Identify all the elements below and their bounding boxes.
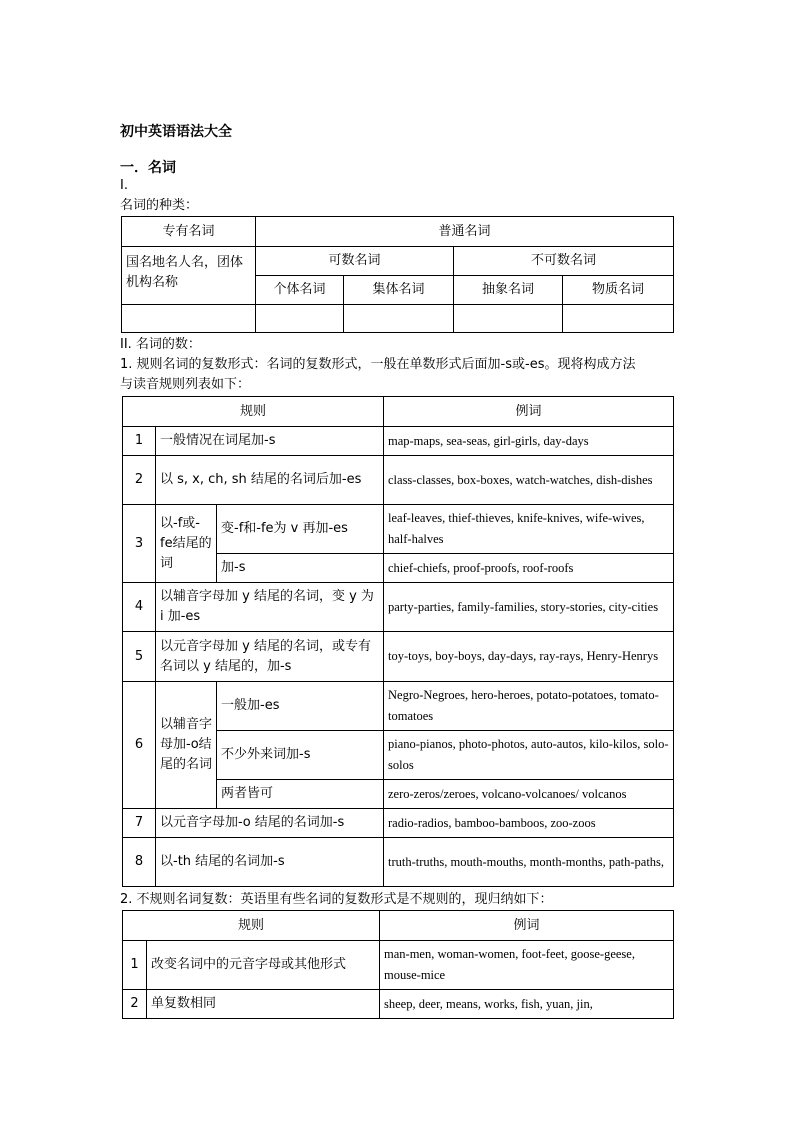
intro-irregular-plurals: 2. 不规则名词复数：英语里有些名词的复数形式是不规则的，现归纳如下： bbox=[120, 892, 553, 907]
row-number: 6 bbox=[123, 682, 156, 809]
example-words: radio-radios, bamboo-bamboos, zoo-zoos bbox=[388, 815, 596, 830]
document-title: 初中英语语法大全 bbox=[120, 124, 232, 140]
irregular-plurals-table bbox=[122, 910, 674, 1019]
section-heading-nouns: 一．名词 bbox=[120, 160, 176, 176]
example-words: Negro-Negroes, hero-heroes, potato-potatoes, tomato-tomatoes bbox=[388, 688, 659, 723]
empty-cell bbox=[256, 305, 344, 333]
row-number: 1 bbox=[123, 941, 147, 990]
header-common-nouns: 普通名词 bbox=[256, 217, 674, 247]
intro-regular-plurals-line2: 与读音规则列表如下： bbox=[120, 377, 251, 392]
example-words: sheep, deer, means, works, fish, yuan, jin, bbox=[384, 996, 593, 1011]
rule-text: 以元音字母加 y 结尾的名词，或专有名词以 y 结尾的，加-s bbox=[156, 632, 384, 682]
example-words: truth-truths, mouth-mouths, month-months, path-paths, bbox=[388, 854, 665, 869]
column-header-rule: 规则 bbox=[123, 911, 380, 941]
row-number: 2 bbox=[123, 990, 147, 1019]
example-words: map-maps, sea-seas, girl-girls, day-days bbox=[388, 433, 589, 448]
row-number: 5 bbox=[123, 632, 156, 682]
row-number: 2 bbox=[123, 456, 156, 505]
example-words: toy-toys, boy-boys, day-days, ray-rays, Henry-Henrys bbox=[388, 649, 659, 663]
example-text bbox=[384, 731, 674, 780]
empty-cell bbox=[122, 305, 256, 333]
header-abstract-nouns: 抽象名词 bbox=[454, 276, 563, 305]
example-text bbox=[384, 809, 674, 838]
row-number: 7 bbox=[123, 809, 156, 838]
empty-cell bbox=[454, 305, 563, 333]
example-words: party-parties, family-families, story-stories, city-cities bbox=[388, 599, 659, 614]
example-text bbox=[384, 838, 674, 887]
rule-text: 以辅音字母加 y 结尾的名词，变 y 为 i 加-es bbox=[156, 583, 384, 632]
example-words: man-men, woman-women, foot-feet, goose-geese, mouse-mice bbox=[384, 947, 635, 982]
empty-cell bbox=[563, 305, 674, 333]
sub-rule-text: 两者皆可 bbox=[217, 780, 384, 809]
subtitle-noun-number: II. 名词的数： bbox=[120, 337, 201, 352]
example-text bbox=[384, 780, 674, 809]
roman-numeral-1: I. bbox=[120, 178, 128, 193]
header-material-nouns: 物质名词 bbox=[563, 276, 674, 305]
example-text bbox=[384, 427, 674, 456]
rule-text: 一般情况在词尾加-s bbox=[156, 427, 384, 456]
example-text bbox=[384, 583, 674, 632]
sub-rule-text: 一般加-es bbox=[217, 682, 384, 731]
row-number: 4 bbox=[123, 583, 156, 632]
column-header-example: 例词 bbox=[384, 397, 674, 427]
example-text bbox=[384, 456, 674, 505]
example-words: chief-chiefs, proof-proofs, roof-roofs bbox=[388, 560, 574, 575]
row-number: 1 bbox=[123, 427, 156, 456]
example-text bbox=[384, 505, 674, 554]
example-words: class-classes, box-boxes, watch-watches, dish-dishes bbox=[388, 472, 653, 487]
header-uncountable-nouns: 不可数名词 bbox=[454, 247, 674, 276]
proper-nouns-description: 国名地名人名，团体机构名称 bbox=[122, 247, 256, 305]
sub-rule-text: 加-s bbox=[217, 554, 384, 583]
sub-rule-text: 不少外来词加-s bbox=[217, 731, 384, 780]
rule-text: 单复数相同 bbox=[147, 990, 380, 1019]
header-countable-nouns: 可数名词 bbox=[256, 247, 454, 276]
empty-cell bbox=[344, 305, 454, 333]
example-text bbox=[380, 990, 674, 1019]
example-text bbox=[384, 632, 674, 682]
example-words: piano-pianos, photo-photos, auto-autos, kilo-kilos, solo-solos bbox=[388, 737, 669, 772]
rule-text: 改变名词中的元音字母或其他形式 bbox=[147, 941, 380, 990]
rule-text: 以-th 结尾的名词加-s bbox=[156, 838, 384, 887]
sub-rule-text: 变-f和-fe为 v 再加-es bbox=[217, 505, 384, 554]
example-text bbox=[380, 941, 674, 990]
example-words: leaf-leaves, thief-thieves, knife-knives, wife-wives, half-halves bbox=[388, 511, 645, 546]
rule-text: 以辅音字母加-o结尾的名词 bbox=[156, 682, 217, 809]
regular-plurals-table bbox=[122, 396, 674, 887]
header-individual-nouns: 个体名词 bbox=[256, 276, 344, 305]
column-header-example: 例词 bbox=[380, 911, 674, 941]
noun-kinds-table bbox=[121, 216, 674, 333]
header-proper-nouns: 专有名词 bbox=[122, 217, 256, 247]
row-number: 3 bbox=[123, 505, 156, 583]
intro-regular-plurals-line1: 1. 规则名词的复数形式：名词的复数形式，一般在单数形式后面加-s或-es。现将构成方法 bbox=[120, 357, 636, 372]
example-text bbox=[384, 554, 674, 583]
example-text bbox=[384, 682, 674, 731]
header-collective-nouns: 集体名词 bbox=[344, 276, 454, 305]
column-header-rule: 规则 bbox=[123, 397, 384, 427]
row-number: 8 bbox=[123, 838, 156, 887]
rule-text: 以-f或-fe结尾的词 bbox=[156, 505, 217, 583]
subtitle-noun-kinds: 名词的种类： bbox=[120, 198, 199, 213]
rule-text: 以元音字母加-o 结尾的名词加-s bbox=[156, 809, 384, 838]
rule-text: 以 s, x, ch, sh 结尾的名词后加-es bbox=[156, 456, 384, 505]
example-words: zero-zeros/zeroes, volcano-volcanoes/ volcanos bbox=[388, 786, 627, 801]
